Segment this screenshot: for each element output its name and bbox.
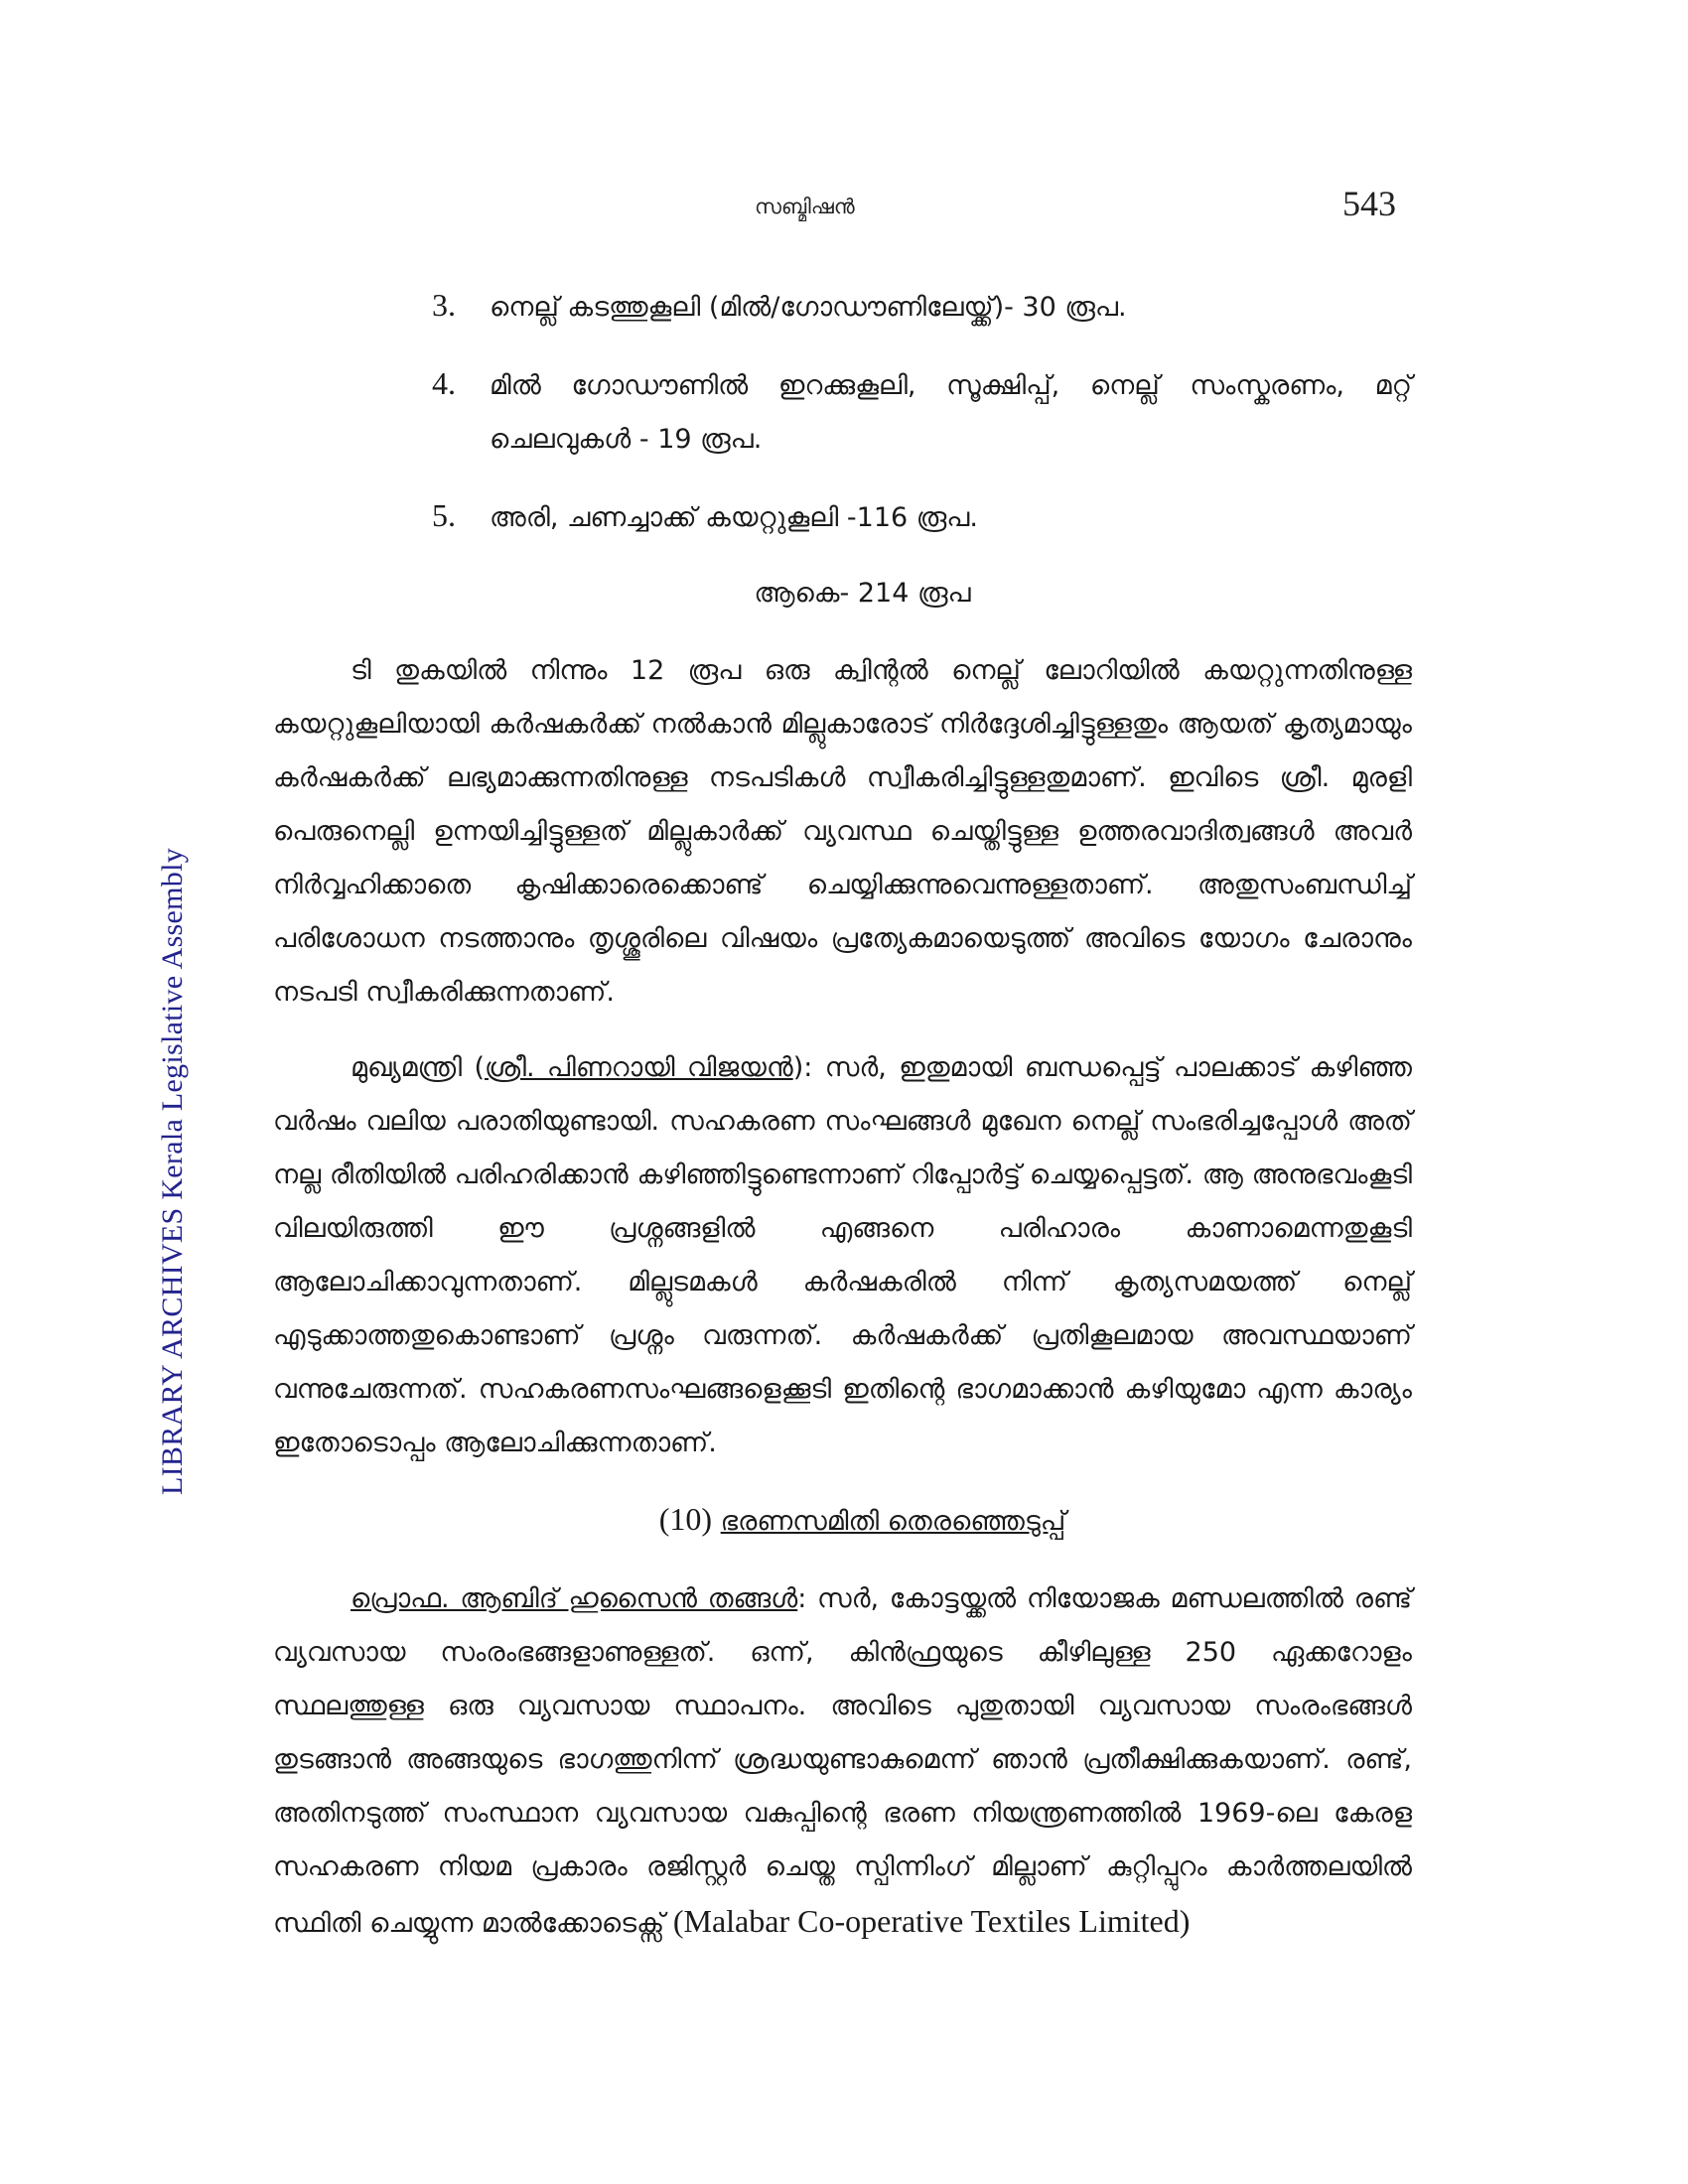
total-line: ആകെ- 214 രൂപ xyxy=(754,578,971,609)
running-head: സബ്മിഷൻ xyxy=(755,195,855,218)
list-item xyxy=(273,278,1412,335)
list-item-text: നെല്ല് കടത്തുകൂലി (മിൽ/ഗോഡൗണിലേയ്ക്ക്)- 30 രൂപ. xyxy=(490,292,1127,323)
speaker-name: ശ്രീ. പിണറായി വിജയൻ xyxy=(484,1052,793,1083)
page-number: 543 xyxy=(1342,184,1396,223)
section-heading xyxy=(273,1492,1412,1549)
list-item-number: 4. xyxy=(432,365,456,401)
paragraph-3 xyxy=(273,1572,1412,1951)
speech-text: : സർ, കോട്ടയ്ക്കൽ നിയോജക മണ്ഡലത്തിൽ രണ്ട് വ്യവസായ സംരംഭങ്ങളാണുള്ളത്. ഒന്ന്, കിൻഫ്രയുടെ കീഴിലുള്ള 250 ഏക്കറോളം സ്ഥലത്തുള്ള ഒരു വ്യവസായ സ്ഥാപനം. അവിടെ പുതുതായി വ്യവസായ സംരംഭങ്ങൾ തുടങ്ങാൻ അങ്ങയുടെ ഭാഗത്തുനിന്ന് ശ്രദ്ധയുണ്ടാകുമെന്ന് ഞാൻ പ്രതീക്ഷിക്കുകയാണ്. രണ്ട്, അതിനടുത്ത് സംസ്ഥാന വ്യവസായ വകുപ്പിന്റെ ഭരണ നിയന്ത്രണത്തിൽ 1969-ലെ കേരള സഹകരണ നിയമ പ്രകാരം രജിസ്റ്റർ ചെയ്ത സ്പിന്നിംഗ് മില്ലാണ് കുറ്റിപ്പുറം കാർത്തലയിൽ സ്ഥിതി ചെയ്യുന്ന മാൽക്കോടെക്സ് xyxy=(273,1583,1412,1939)
speaker-name: പ്രൊഫ. ആബിദ് ഹുസൈൻ തങ്ങൾ xyxy=(351,1583,798,1614)
list-item-text: മിൽ ഗോഡൗണിൽ ഇറക്കുകൂലി, സൂക്ഷിപ്പ്, നെല്ല് സംസ്കരണം, മറ്റ് ചെലവുകൾ - 19 രൂപ. xyxy=(490,370,1412,455)
list-item-number: 5. xyxy=(432,497,456,533)
speech-text: ): സർ, ഇതുമായി ബന്ധപ്പെട്ട് പാലക്കാട് കഴിഞ്ഞ വർഷം വലിയ പരാതിയുണ്ടായി. സഹകരണ സംഘങ്ങൾ മുഖേന നെല്ല് സംഭരിച്ചപ്പോൾ അത് നല്ല രീതിയിൽ പരിഹരിക്കാൻ കഴിഞ്ഞിട്ടുണ്ടെന്നാണ് റിപ്പോർട്ട് ചെയ്യപ്പെട്ടത്. ആ അനുഭവംകൂടി വിലയിരുത്തി ഈ പ്രശ്നങ്ങളിൽ എങ്ങനെ പരിഹാരം കാണാമെന്നതുകൂടി ആലോചിക്കാവുന്നതാണ്. മില്ലുടമകൾ കർഷകരിൽ നിന്ന് കൃത്യസമയത്ത് നെല്ല് എടുക്കാത്തതുകൊണ്ടാണ് പ്രശ്നം വരുന്നത്. കർഷകർക്ക് പ്രതികൂലമായ അവസ്ഥയാണ് വന്നുചേരുന്നത്. സഹകരണസംഘങ്ങളെക്കൂടി ഇതിന്റെ ഭാഗമാക്കാൻ കഴിയുമോ എന്ന കാര്യം ഇതോടൊപ്പം ആലോചിക്കുന്നതാണ്. xyxy=(273,1052,1412,1458)
list-item-number: 3. xyxy=(432,287,456,323)
page-content xyxy=(273,278,1412,1973)
paragraph-1: ടി തുകയിൽ നിന്നും 12 രൂപ ഒരു ക്വിന്റൽ നെല്ല് ലോറിയിൽ കയറ്റുന്നതിനുള്ള കയറ്റുകൂലിയായി കർഷകർക്ക് നൽകാൻ മില്ലുകാരോട് നിർദ്ദേശിച്ചിട്ടുള്ളതും ആയത് കൃത്യമായും കർഷകർക്ക് ലഭ്യമാക്കുന്നതിനുള്ള നടപടികൾ സ്വീകരിച്ചിട്ടുള്ളതുമാണ്. ഇവിടെ ശ്രീ. മുരളി പെരുനെല്ലി ഉന്നയിച്ചിട്ടുള്ളത് മില്ലുകാർക്ക് വ്യവസ്ഥ ചെയ്തിട്ടുള്ള ഉത്തരവാദിത്വങ്ങൾ അവർ നിർവ്വഹിക്കാതെ കൃഷിക്കാരെക്കൊണ്ട് ചെയ്യിക്കുന്നുവെന്നുള്ളതാണ്. അതുസംബന്ധിച്ച് പരിശോധന നടത്താനും തൃശ്ശൂരിലെ വിഷയം പ്രത്യേകമായെടുത്ത് അവിടെ യോഗം ചേരാനും നടപടി സ്വീകരിക്കുന്നതാണ്. xyxy=(273,655,1412,1008)
list-item-text: അരി, ചണച്ചാക്ക് കയറ്റുകൂലി -116 രൂപ. xyxy=(490,502,978,533)
section-title: ഭരണസമിതി തെരഞ്ഞെടുപ്പ് xyxy=(720,1506,1066,1537)
speaker-title: മുഖ്യമന്ത്രി ( xyxy=(351,1052,485,1083)
paragraph-2 xyxy=(273,1041,1412,1470)
archive-watermark: LIBRARY ARCHIVES Kerala Legislative Assembly xyxy=(156,847,189,1496)
list-item xyxy=(273,488,1412,545)
latin-text: (Malabar Co-operative Textiles Limited) xyxy=(672,1903,1191,1939)
list-item xyxy=(273,356,1412,467)
section-number: (10) xyxy=(658,1501,713,1537)
